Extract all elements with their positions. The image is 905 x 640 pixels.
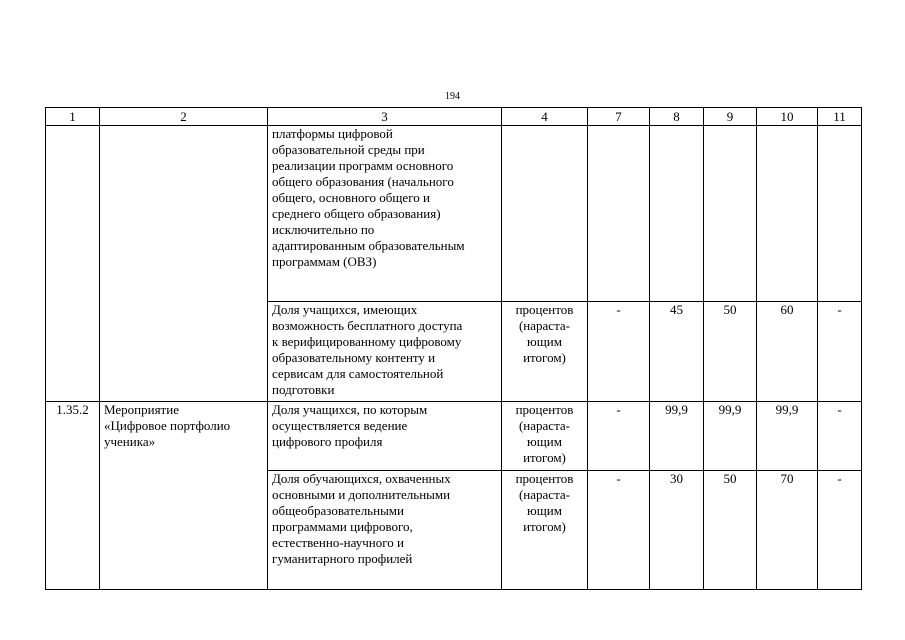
value-cell-10: 70 [757,471,818,590]
unit-cell: процентов (нараста- ющим итогом) [502,402,588,471]
indicator-cell: Доля обучающихся, охваченных основными и дополнительными общеобразовательными программами цифрового, естественно-научного и гуманитарного профилей [268,471,502,590]
table-row [46,402,862,471]
value-cell-8: 99,9 [650,402,704,471]
indicator-cell: платформы цифровой образовательной среды при реализации программ основного общего образования (начального общего, основного общего и среднего общего образования) исключительно по адаптированным образовательным программам (ОВЗ) [268,126,502,302]
value-cell-9: 50 [704,302,757,402]
column-header-10: 10 [757,108,818,126]
unit-cell: процентов (нараста- ющим итогом) [502,471,588,590]
indicator-cell: Доля учащихся, по которым осуществляется ведение цифрового профиля [268,402,502,471]
value-cell-9: 99,9 [704,402,757,471]
column-header-3: 3 [268,108,502,126]
unit-cell [502,126,588,302]
column-header-4: 4 [502,108,588,126]
indicators-table [45,107,862,590]
table-header-row [46,108,862,126]
value-cell-7: - [588,402,650,471]
value-cell-8 [650,126,704,302]
table-row [46,126,862,302]
column-header-2: 2 [100,108,268,126]
value-cell-10: 99,9 [757,402,818,471]
value-cell-10: 60 [757,302,818,402]
value-cell-9 [704,126,757,302]
column-header-7: 7 [588,108,650,126]
value-cell-9: 50 [704,471,757,590]
value-cell-11: - [818,402,862,471]
value-cell-8: 45 [650,302,704,402]
column-header-9: 9 [704,108,757,126]
row-number-cell [46,126,100,402]
activity-cell [100,126,268,402]
column-header-1: 1 [46,108,100,126]
value-cell-10 [757,126,818,302]
value-cell-7: - [588,302,650,402]
unit-cell: процентов (нараста- ющим итогом) [502,302,588,402]
value-cell-7: - [588,471,650,590]
value-cell-11 [818,126,862,302]
page-number: 194 [445,91,460,102]
value-cell-11: - [818,471,862,590]
value-cell-11: - [818,302,862,402]
row-number-cell: 1.35.2 [46,402,100,590]
value-cell-8: 30 [650,471,704,590]
activity-cell: Мероприятие «Цифровое портфолио ученика» [100,402,268,590]
indicator-cell: Доля учащихся, имеющих возможность бесплатного доступа к верифицированному цифровому образовательному контенту и сервисам для самостоятельной подготовки [268,302,502,402]
column-header-11: 11 [818,108,862,126]
value-cell-7 [588,126,650,302]
column-header-8: 8 [650,108,704,126]
